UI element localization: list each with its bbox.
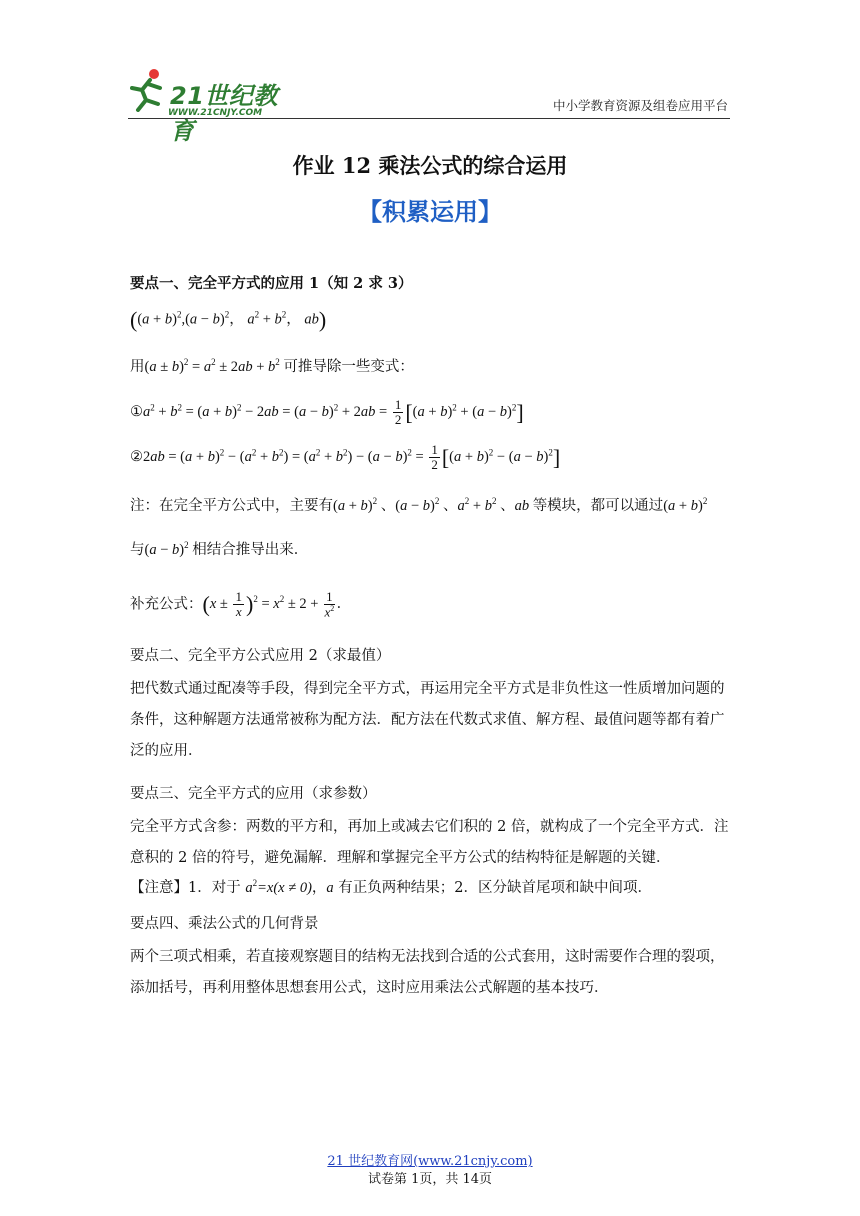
note-line2-prefix: 与 xyxy=(130,542,145,558)
logo xyxy=(128,68,298,145)
note-line2: 与$(a - b)^2$ 相结合推导出来． xyxy=(130,540,309,558)
header-divider xyxy=(128,118,730,119)
section3-body: 完全平方式含参：两数的平方和，再加上或减去它们积的 2 倍，就构成了一个完全平方式．注意积的 2 倍的符号，避免漏解．理解和掌握完全平方公式的结构特征是解题的关键． xyxy=(130,819,729,866)
supplement-line: 补充公式：(x ± $\frac{1}{x}$ )$^2 = x^2 \pm 2$ + $\frac{1}{x^2}$ ． xyxy=(130,589,352,620)
item1-marker: ① xyxy=(130,404,143,421)
section3-heading: 要点三、完全平方式的应用（求参数） xyxy=(130,786,377,802)
section2-body: 把代数式通过配凑等手段，得到完全平方式，再运用完全平方式是非负性这一性质增加问题的条件，这种解题方法通常被称为配方法．配方法在代数式求值、解方程、最值问题等都有着广泛的应用． xyxy=(130,681,725,759)
note-line1: 注：在完全平方公式中，主要有$(a + b)^2$ 、$(a - b)^2$ 、$a^2 + b^2$ 、ab 等模块，都可以通过$(a + b)^2$ xyxy=(130,496,708,514)
page-header xyxy=(128,62,730,145)
platform-label: 中小学教育资源及组卷应用平台 xyxy=(552,98,728,113)
runner-icon xyxy=(128,68,170,112)
notice-d: 有正负两种结果；2．区分缺首尾项和缺中间项． xyxy=(333,880,652,896)
derive-prefix: 用 xyxy=(130,359,145,375)
section2-heading: 要点二、完全平方公式应用 2（求最值） xyxy=(130,648,391,664)
notice-label: 【注意】 xyxy=(130,880,188,896)
supplement-label: 补充公式： xyxy=(130,596,203,613)
notice-a: 1．对于 xyxy=(188,880,246,896)
derive-line: 用$(a \pm b)^2 = a^2 \pm 2ab + b^2$ 可推导除一些变式： xyxy=(130,357,414,375)
formula-item2: ②2ab = $(a + b)^2 - (a^2 + b^2) = (a^2 + b^2) - (a - b)^2$ = $\frac{1}{2}$ $[(a + b)^2 - (a - b)^2]$ xyxy=(130,442,561,473)
section4-heading: 要点四、乘法公式的几何背景 xyxy=(130,916,319,932)
logo-text: 21世纪教育 xyxy=(170,82,278,145)
section4-body: 两个三项式相乘，若直接观察题目的结构无法找到合适的公式套用，这时需要作合理的裂项，添加括号，再利用整体思想套用公式，这时应用乘法公式解题的基本技巧． xyxy=(130,949,725,996)
item2-marker: ② xyxy=(130,449,143,466)
note-line2-suffix: 相结合推导出来． xyxy=(192,542,309,558)
logo-url: WWW.21CNJY.COM xyxy=(168,108,263,118)
notice-line: 【注意】1．对于 $a^2=x(x \ne 0)$，a 有正负两种结果；2．区分缺首尾项和缺中间项． xyxy=(130,878,652,896)
section1-heading: 要点一、完全平方式的应用 1（知 2 求 3） xyxy=(130,275,413,292)
note-prefix: 注：在完全平方公式中，主要有 xyxy=(130,498,333,514)
notice-c: a xyxy=(326,880,334,896)
notice-b: ， xyxy=(311,880,327,896)
page-title: 作业 12 乘法公式的综合运用 xyxy=(292,153,568,178)
note-mid: 等模块，都可以通过 xyxy=(532,498,664,514)
formula-item1: $①a^2 + b^2 = (a + b)^2 - 2ab = (a - b)^2 + 2ab$ = $\frac{1}{2}$ $[(a + b)^2 + (a - b)^2]$ xyxy=(130,397,524,428)
section-subtitle: 【积累运用】 xyxy=(358,198,502,226)
page-number: 试卷第 1页，共 14页 xyxy=(367,1172,493,1187)
derive-suffix: 可推导除一些变式： xyxy=(283,359,414,375)
formula-modules: ($(a + b)^2,(a - b)^2$， $a^2 + b^2$， ab) xyxy=(130,307,327,332)
footer-link[interactable]: 21 世纪教育网(www.21cnjy.com) xyxy=(327,1154,533,1169)
